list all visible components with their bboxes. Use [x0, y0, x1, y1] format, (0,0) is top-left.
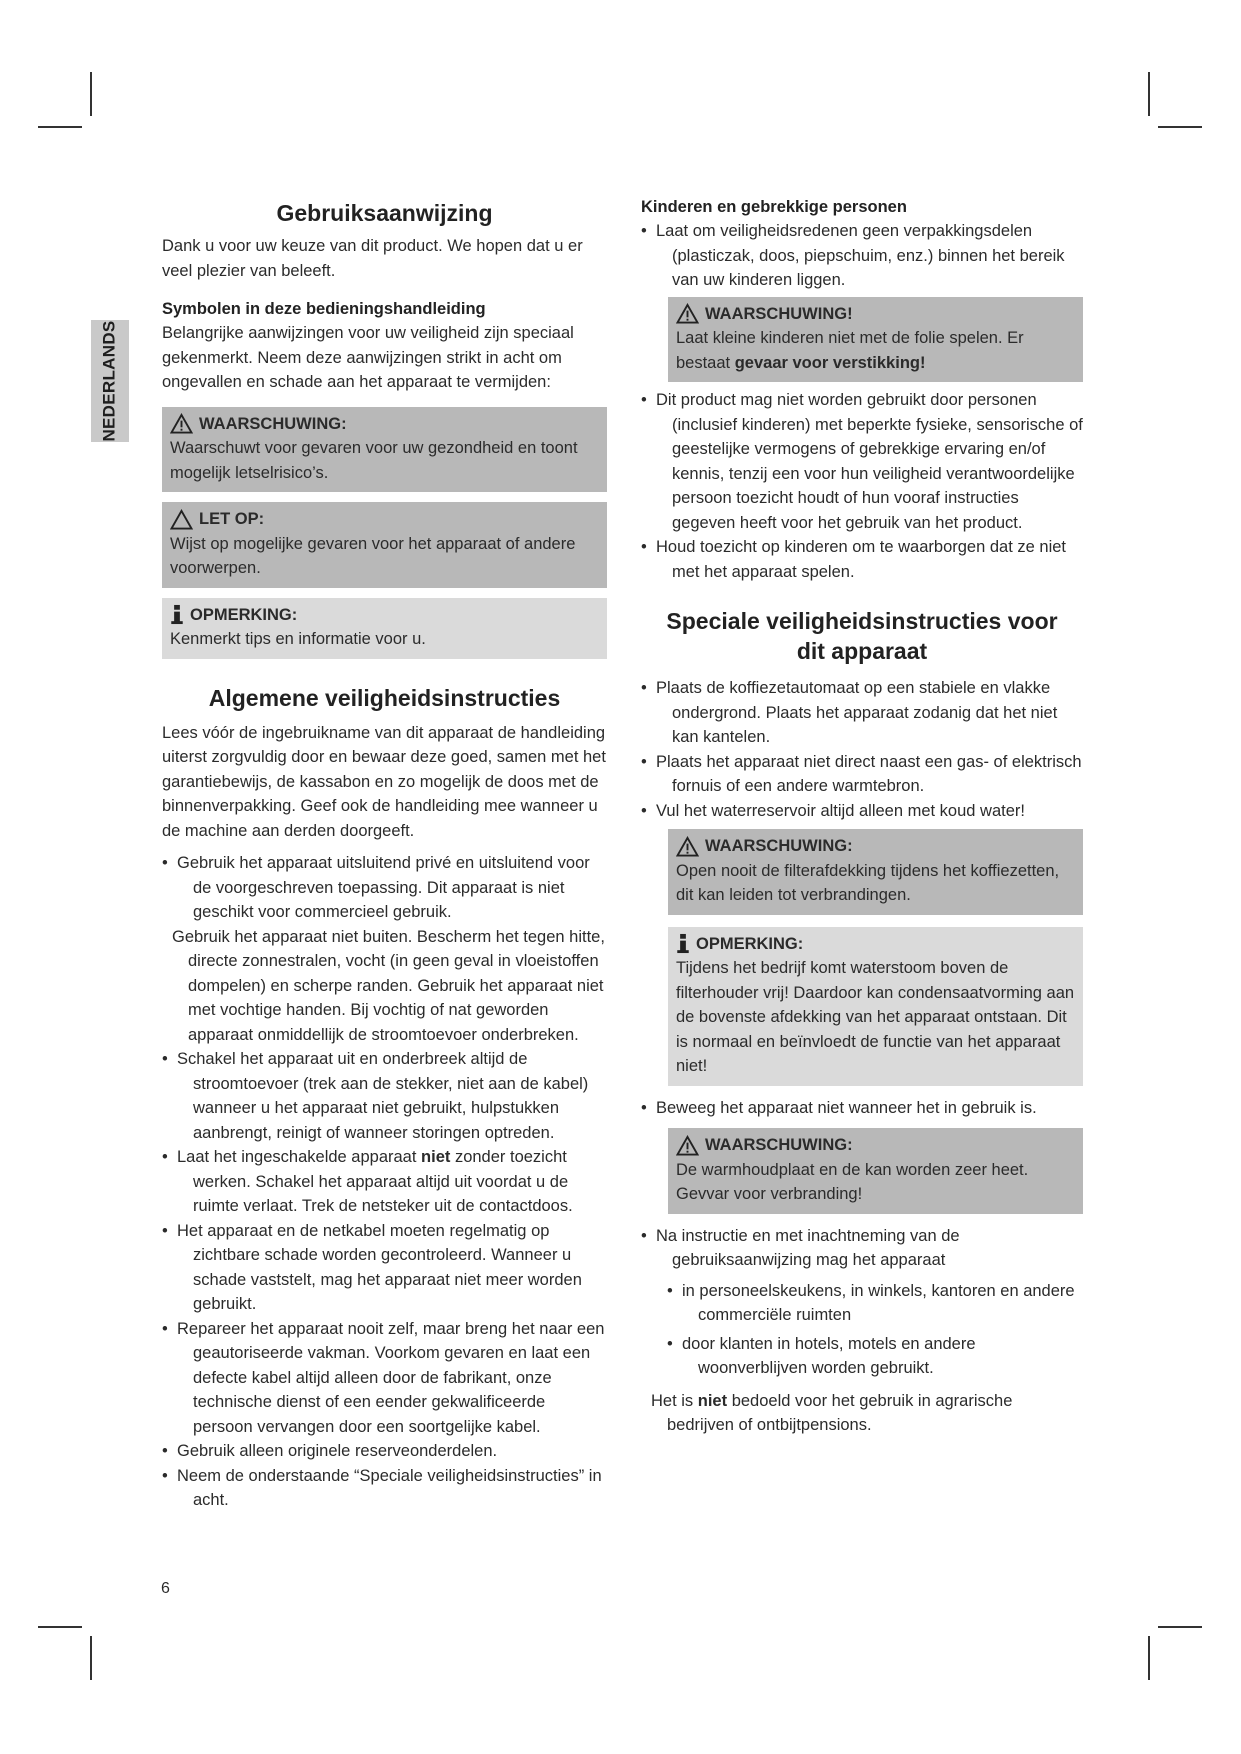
usage-sublist — [641, 1279, 1083, 1381]
special-list-1 — [641, 676, 1083, 823]
list-item: Gebruik het apparaat niet buiten. Bescherm het tegen hitte, directe zonnestralen, vocht (in geen geval in vloeistoffen dompelen) en scherpe randen. Gebruik het apparaat niet met vochtige handen. Bij vochtig of nat geworden apparaat onmiddellijk de stroomtoevoer onderbreken. — [172, 927, 605, 1044]
list-item: • Het apparaat en de netkabel moeten regelmatig op zichtbare schade worden gecontroleerd. Wanneer u schade vaststelt, mag het apparaat niet meer worden gebruikt. — [162, 1219, 607, 1317]
hot-plate-warning-box — [668, 1128, 1083, 1214]
language-label: NEDERLANDS — [100, 320, 119, 442]
warning-triangle-icon — [676, 303, 699, 324]
warning-text: Laat kleine kinderen niet met de folie spelen. Er bestaat gevaar voor verstikking! — [676, 329, 1024, 372]
suffocation-warning-box — [668, 297, 1083, 383]
language-side-tab — [91, 320, 129, 442]
list-item: • Gebruik alleen originele reserveonderdelen. — [162, 1439, 607, 1464]
warning-text: De warmhoudplaat en de kan worden zeer heet. Gevvar voor verbranding! — [676, 1160, 1029, 1203]
note-text: Kenmerkt tips en informatie voor u. — [170, 630, 426, 648]
title-special-safety: Speciale veiligheidsinstructies voor dit apparaat — [666, 608, 1058, 664]
symbols-text: Belangrijke aanwijzingen voor uw veiligheid zijn speciaal gekenmerkt. Neem deze aanwijzingen strikt in acht om ongevallen en schade aan het apparaat te vermijden: — [162, 324, 574, 391]
crop-mark — [1158, 1626, 1202, 1628]
list-item: • Na instructie en met inachtneming van de gebruiksaanwijzing mag het apparaat — [641, 1224, 1083, 1273]
warning-title: WAARSCHUWING: — [705, 1136, 853, 1154]
title-general-safety: Algemene veiligheidsinstructies — [208, 684, 561, 711]
warning-triangle-icon — [676, 836, 699, 857]
crop-mark — [1158, 126, 1202, 128]
list-item: • Plaats de koffiezetautomaat op een stabiele en vlakke ondergrond. Plaats het apparaat zodanig dat het niet kan kantelen. — [641, 676, 1083, 750]
crop-mark — [1148, 72, 1150, 116]
right-column — [641, 190, 1083, 1438]
warning-symbol-box — [162, 407, 607, 493]
intro-text: Dank u voor uw keuze van dit product. We hopen dat u er veel plezier van beleeft. — [162, 237, 583, 280]
list-item: • Plaats het apparaat niet direct naast een gas- of elektrisch fornuis of een andere warmtebron. — [641, 750, 1083, 799]
note-title: OPMERKING: — [190, 605, 298, 624]
warning-title: WAARSCHUWING! — [705, 304, 853, 323]
note-symbol-box — [162, 598, 607, 659]
page-number: 6 — [161, 1580, 170, 1597]
symbols-heading: Symbolen in deze bedieningshandleiding — [162, 300, 486, 318]
left-column — [162, 190, 607, 1513]
caution-symbol-box — [162, 502, 607, 588]
list-item: • Beweeg het apparaat niet wanneer het in gebruik is. — [641, 1096, 1083, 1121]
warning-text: Open nooit de filterafdekking tijdens het koffiezetten, dit kan leiden tot verbrandingen. — [676, 861, 1060, 904]
steam-note-box — [668, 927, 1083, 1086]
crop-mark — [1148, 1636, 1150, 1680]
children-heading: Kinderen en gebrekkige personen — [641, 198, 907, 216]
special-list-2 — [641, 1096, 1083, 1121]
caution-title: LET OP: — [199, 510, 265, 528]
children-list-2 — [641, 388, 1083, 584]
final-note: Het is niet bedoeld voor het gebruik in agrarische bedrijven of ontbijtpensions. — [651, 1391, 1013, 1434]
list-item: • Neem de onderstaande “Speciale veiligheidsinstructies” in acht. — [162, 1464, 607, 1513]
list-item: • Vul het waterreservoir altijd alleen met koud water! — [641, 799, 1083, 824]
crop-mark — [38, 1626, 82, 1628]
warning-title: WAARSCHUWING: — [705, 837, 853, 855]
info-icon — [170, 604, 184, 625]
children-list-1 — [641, 219, 1083, 293]
list-item: • Schakel het apparaat uit en onderbreek altijd de stroomtoevoer (trek aan de stekker, niet aan de kabel) wanneer u het apparaat niet gebruikt, hulpstukken aanbrengt, reinigt of wanneer storingen optreden. — [162, 1047, 607, 1145]
list-item: • Dit product mag niet worden gebruikt door personen (inclusief kinderen) met beperkte fysieke, sensorische of geestelijke vermogens of gebrekkige ervaring en/of kennis, tenzij een voor hun veiligheid verantwoordelijke persoon toezicht houdt of hun vooraf instructies gegeven heeft voor het gebruik van het product. — [641, 388, 1083, 535]
general-safety-list — [162, 851, 607, 1513]
list-item: • Houd toezicht op kinderen om te waarborgen dat ze niet met het apparaat spelen. — [641, 535, 1083, 584]
crop-mark — [38, 126, 82, 128]
title-gebruiksaanwijzing: Gebruiksaanwijzing — [276, 200, 493, 226]
warning-text: Waarschuwt voor gevaren voor uw gezondheid en toont mogelijk letselrisico’s. — [170, 439, 578, 482]
list-item: • Repareer het apparaat nooit zelf, maar breng het naar een geautoriseerde vakman. Voorkom gevaren en laat een defecte kabel altijd alleen door de fabrikant, onze technische dienst of een eender gekwalificeerde persoon vervangen door een soortgelijke kabel. — [162, 1317, 607, 1440]
info-icon — [676, 933, 690, 954]
list-item: • Gebruik het apparaat uitsluitend privé en uitsluitend voor de voorgeschreven toepassing. Dit apparaat is niet geschikt voor commercieel gebruik. — [162, 851, 607, 925]
general-intro: Lees vóór de ingebruikname van dit apparaat de handleiding uiterst zorgvuldig door en bewaar deze goed, samen met het garantiebewijs, de kassabon en zo mogelijk de doos met de binnenverpakking. Geef ook de handleiding mee wanneer u de machine aan derden doorgeeft. — [162, 723, 606, 840]
special-list-3 — [641, 1224, 1083, 1273]
warning-title: WAARSCHUWING: — [199, 414, 347, 433]
warning-triangle-icon — [170, 413, 193, 434]
list-item: • Laat het ingeschakelde apparaat niet zonder toezicht werken. Schakel het apparaat altijd uit voordat u de ruimte verlaat. Trek de netsteker uit de contactdoos. — [162, 1145, 607, 1219]
filter-warning-box — [668, 829, 1083, 915]
list-item: • in personeelskeukens, in winkels, kantoren en andere commerciële ruimten — [667, 1279, 1083, 1328]
crop-mark — [90, 72, 92, 116]
warning-triangle-icon — [676, 1135, 699, 1156]
note-text: Tijdens het bedrijf komt waterstoom boven de filterhouder vrij! Daardoor kan condensaatvorming aan de bovenste afdekking van het apparaat ontstaan. Dit is normaal en beïnvloedt de functie van het apparaat niet! — [676, 959, 1075, 1075]
caution-text: Wijst op mogelijke gevaren voor het apparaat of andere voorwerpen. — [170, 534, 576, 577]
caution-triangle-icon — [170, 509, 193, 530]
note-title: OPMERKING: — [696, 934, 804, 953]
crop-mark — [90, 1636, 92, 1680]
list-item: • door klanten in hotels, motels en andere woonverblijven worden gebruikt. — [667, 1332, 1083, 1381]
list-item: • Laat om veiligheidsredenen geen verpakkingsdelen (plasticzak, doos, piepschuim, enz.) binnen het bereik van uw kinderen liggen. — [641, 219, 1083, 293]
